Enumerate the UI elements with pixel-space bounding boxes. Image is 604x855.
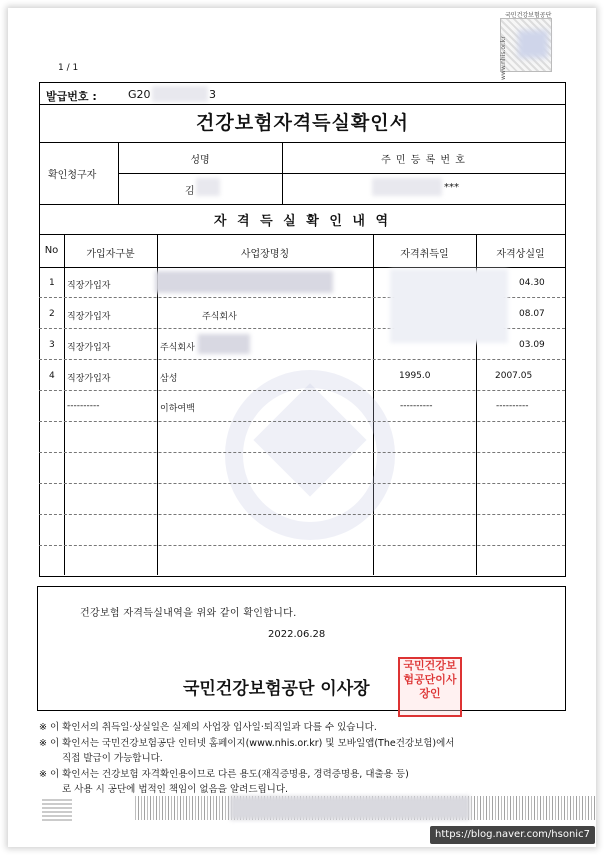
divider xyxy=(39,104,565,105)
issue-number-prefix: G20 xyxy=(128,88,151,101)
divider xyxy=(39,267,565,268)
row-lost: 2007.05 xyxy=(495,371,533,381)
name-value: 김 xyxy=(185,186,195,197)
redacted-mask xyxy=(230,796,470,820)
name-header: 성명 xyxy=(190,155,210,166)
id-header: 주 민 등 록 번 호 xyxy=(381,155,466,166)
divider xyxy=(64,234,65,575)
note-line: ※ 이 확인서는 건강보험 자격확인용이므로 다른 용도(재직증명용, 경력증명용, 대출용 등) xyxy=(39,769,409,780)
note-line: 로 사용 시 공단에 법적인 책임이 없음을 알려드립니다. xyxy=(62,784,289,795)
row-lost: 04.30 xyxy=(519,278,545,288)
blog-url-tag[interactable]: https://blog.naver.com/hsonic7 xyxy=(430,826,595,844)
row-type: 직장가입자 xyxy=(67,343,111,353)
note-line: 직접 발급이 가능합니다. xyxy=(62,753,163,764)
issuer-name: 국민건강보험공단 이사장 xyxy=(183,679,370,699)
divider xyxy=(39,390,565,391)
issue-number-suffix: 3 xyxy=(209,88,216,101)
confirmation-date: 2022.06.28 xyxy=(268,629,326,640)
row-lost: 03.09 xyxy=(519,340,545,350)
col-header-company: 사업장명칭 xyxy=(240,249,290,260)
qr-caption: 국민건강보험공단 xyxy=(505,12,552,19)
row-no: 1 xyxy=(49,278,55,288)
redacted-mask xyxy=(152,86,208,102)
divider xyxy=(39,483,565,484)
row-company: 삼성 xyxy=(160,374,178,384)
official-seal: 국민건강보험공단이사장인 xyxy=(398,657,462,717)
col-header-lost: 자격상실일 xyxy=(496,249,545,260)
row-type: 직장가입자 xyxy=(67,312,111,322)
redacted-mask xyxy=(196,178,220,196)
row-no: 3 xyxy=(49,340,55,350)
row-no: 4 xyxy=(49,371,55,381)
redacted-mask xyxy=(198,334,250,354)
issue-number-label: 발급번호 : xyxy=(46,90,97,103)
row-acquired: 1995.0 xyxy=(399,371,431,381)
row-lost: 08.07 xyxy=(519,309,545,319)
qr-vertical-text: www.nhis.or.kr xyxy=(500,36,507,80)
document-title: 건강보험자격득실확인서 xyxy=(196,112,409,134)
col-header-type: 가입자구분 xyxy=(86,249,135,260)
divider xyxy=(39,452,565,453)
divider xyxy=(39,514,565,515)
row-type: ---------- xyxy=(67,401,100,411)
redacted-mask xyxy=(518,30,548,58)
col-header-acquired: 자격취득일 xyxy=(400,249,449,260)
redacted-mask xyxy=(155,271,333,293)
row-acquired: ---------- xyxy=(400,401,433,411)
row-type: 직장가입자 xyxy=(67,374,111,384)
divider xyxy=(39,545,565,546)
divider xyxy=(39,204,565,205)
row-company: 이하여백 xyxy=(160,404,195,414)
row-no: 2 xyxy=(49,309,55,319)
page-indicator: 1 / 1 xyxy=(58,63,79,73)
note-line: ※ 이 확인서의 취득일·상실일은 실제의 사업장 입사일·퇴직일과 다를 수 있습니다. xyxy=(39,722,377,733)
barcode-small xyxy=(42,797,72,821)
row-lost: ---------- xyxy=(496,401,529,411)
note-line: ※ 이 확인서는 국민건강보험공단 인터넷 홈페이지(www.nhis.or.kr) 및 모바일앱(The건강보험)에서 xyxy=(39,738,455,749)
divider xyxy=(39,359,565,360)
divider xyxy=(39,234,565,235)
confirmation-statement: 건강보험 자격득실내역을 위와 같이 확인합니다. xyxy=(80,608,297,619)
requester-label: 확인청구자 xyxy=(48,170,97,181)
row-company: 주식회사 xyxy=(160,343,195,353)
redacted-mask xyxy=(390,269,508,343)
col-header-no: No xyxy=(44,245,59,256)
row-type: 직장가입자 xyxy=(67,281,111,291)
id-value: *** xyxy=(444,182,459,193)
history-section-title: 자 격 득 실 확 인 내 역 xyxy=(213,214,392,229)
divider xyxy=(118,173,565,174)
redacted-mask xyxy=(372,178,442,196)
divider xyxy=(39,421,565,422)
row-company: 주식회사 xyxy=(202,312,237,322)
